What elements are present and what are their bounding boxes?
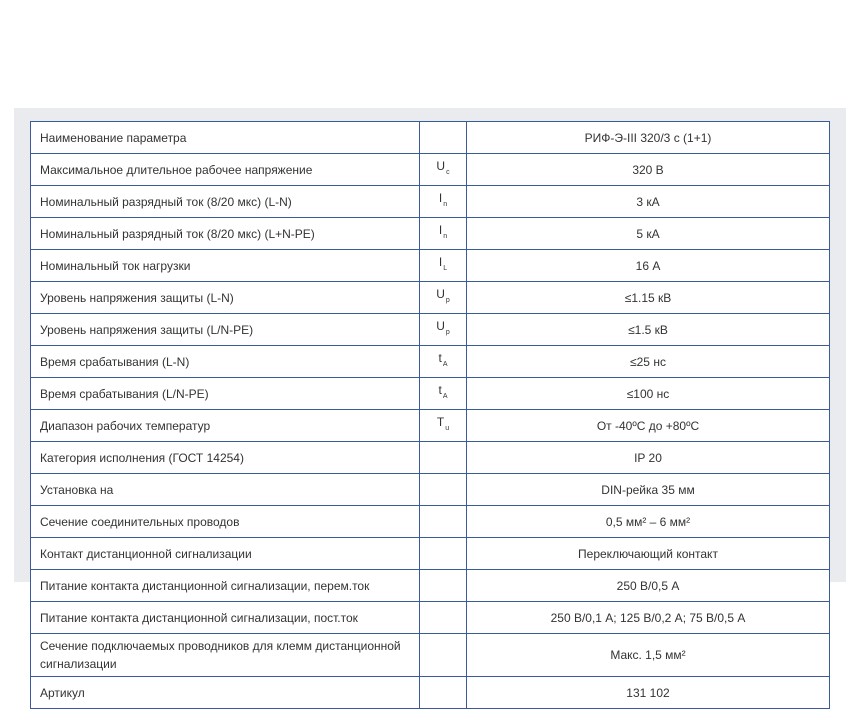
param-name: Питание контакта дистанционной сигнализации, перем.ток <box>31 570 420 602</box>
param-symbol <box>420 186 467 218</box>
param-symbol <box>420 410 467 442</box>
param-value: 3 кА <box>467 186 830 218</box>
param-symbol <box>420 442 467 474</box>
param-symbol <box>420 634 467 677</box>
param-symbol <box>420 602 467 634</box>
table-row <box>31 250 830 282</box>
param-name: Установка на <box>31 474 420 506</box>
table-row <box>31 218 830 250</box>
param-name: Номинальный ток нагрузки <box>31 250 420 282</box>
param-name: Уровень напряжения защиты (L-N) <box>31 282 420 314</box>
param-value: Макс. 1,5 мм² <box>467 634 830 677</box>
symbol-letter: I <box>438 191 443 205</box>
param-value: 320 В <box>467 154 830 186</box>
table-row <box>31 186 830 218</box>
param-name: Время срабатывания (L/N-PE) <box>31 378 420 410</box>
param-symbol <box>420 677 467 709</box>
symbol-letter: U <box>436 159 446 173</box>
symbol-subscript: c <box>446 169 450 176</box>
param-symbol <box>420 314 467 346</box>
param-name: Сечение подключаемых проводников для клемм дистанционной сигнализации <box>31 634 420 677</box>
table-row <box>31 378 830 410</box>
param-value: ≤1.15 кВ <box>467 282 830 314</box>
param-value: От -40ºC до +80ºC <box>467 410 830 442</box>
spec-table-body <box>31 122 830 709</box>
param-value: ≤100 нс <box>467 378 830 410</box>
table-row <box>31 314 830 346</box>
param-value: 16 А <box>467 250 830 282</box>
symbol-subscript: p <box>445 297 450 304</box>
param-symbol <box>420 538 467 570</box>
param-symbol <box>420 346 467 378</box>
param-symbol <box>420 122 467 154</box>
param-symbol <box>420 282 467 314</box>
symbol-letter: t <box>438 351 442 365</box>
symbol-subscript: L <box>443 265 448 272</box>
param-value: ≤1.5 кВ <box>467 314 830 346</box>
table-row <box>31 410 830 442</box>
param-symbol <box>420 474 467 506</box>
param-name: Диапазон рабочих температур <box>31 410 420 442</box>
param-name: Номинальный разрядный ток (8/20 мкс) (L+N-PE) <box>31 218 420 250</box>
table-row <box>31 570 830 602</box>
symbol-letter: T <box>436 415 445 429</box>
table-row <box>31 474 830 506</box>
table-row <box>31 154 830 186</box>
param-value: Переключающий контакт <box>467 538 830 570</box>
symbol-letter: U <box>436 287 445 301</box>
table-row <box>31 442 830 474</box>
table-row <box>31 677 830 709</box>
symbol-letter: U <box>436 319 445 333</box>
symbol-subscript: A <box>442 361 448 368</box>
symbol-subscript: n <box>443 233 448 240</box>
table-row <box>31 602 830 634</box>
spec-table <box>30 121 830 709</box>
symbol-letter: I <box>438 223 443 237</box>
param-name: Максимальное длительное рабочее напряжение <box>31 154 420 186</box>
param-name: Уровень напряжения защиты (L/N-PE) <box>31 314 420 346</box>
param-value: 250 В/0,5 А <box>467 570 830 602</box>
param-name: Наименование параметра <box>31 122 420 154</box>
param-value: IP 20 <box>467 442 830 474</box>
symbol-subscript: p <box>445 329 450 336</box>
param-symbol <box>420 218 467 250</box>
param-name: Питание контакта дистанционной сигнализации, пост.ток <box>31 602 420 634</box>
symbol-letter: t <box>438 383 442 397</box>
param-value: 5 кА <box>467 218 830 250</box>
param-symbol <box>420 378 467 410</box>
param-name: Контакт дистанционной сигнализации <box>31 538 420 570</box>
param-name: Время срабатывания (L-N) <box>31 346 420 378</box>
param-value: 250 В/0,1 А; 125 В/0,2 А; 75 В/0,5 А <box>467 602 830 634</box>
symbol-subscript: A <box>442 393 448 400</box>
param-name: Категория исполнения (ГОСТ 14254) <box>31 442 420 474</box>
param-symbol <box>420 154 467 186</box>
param-symbol <box>420 570 467 602</box>
param-name: Сечение соединительных проводов <box>31 506 420 538</box>
table-row <box>31 538 830 570</box>
table-row <box>31 634 830 677</box>
symbol-letter: I <box>438 255 443 269</box>
symbol-subscript: u <box>445 425 450 432</box>
table-row <box>31 346 830 378</box>
param-symbol <box>420 250 467 282</box>
table-row <box>31 122 830 154</box>
table-row <box>31 506 830 538</box>
param-value: DIN-рейка 35 мм <box>467 474 830 506</box>
param-value: ≤25 нс <box>467 346 830 378</box>
table-row <box>31 282 830 314</box>
param-value: 131 102 <box>467 677 830 709</box>
param-name: Артикул <box>31 677 420 709</box>
symbol-subscript: n <box>443 201 448 208</box>
param-name: Номинальный разрядный ток (8/20 мкс) (L-N) <box>31 186 420 218</box>
param-value: 0,5 мм² – 6 мм² <box>467 506 830 538</box>
param-value: РИФ-Э-III 320/3 с (1+1) <box>467 122 830 154</box>
param-symbol <box>420 506 467 538</box>
